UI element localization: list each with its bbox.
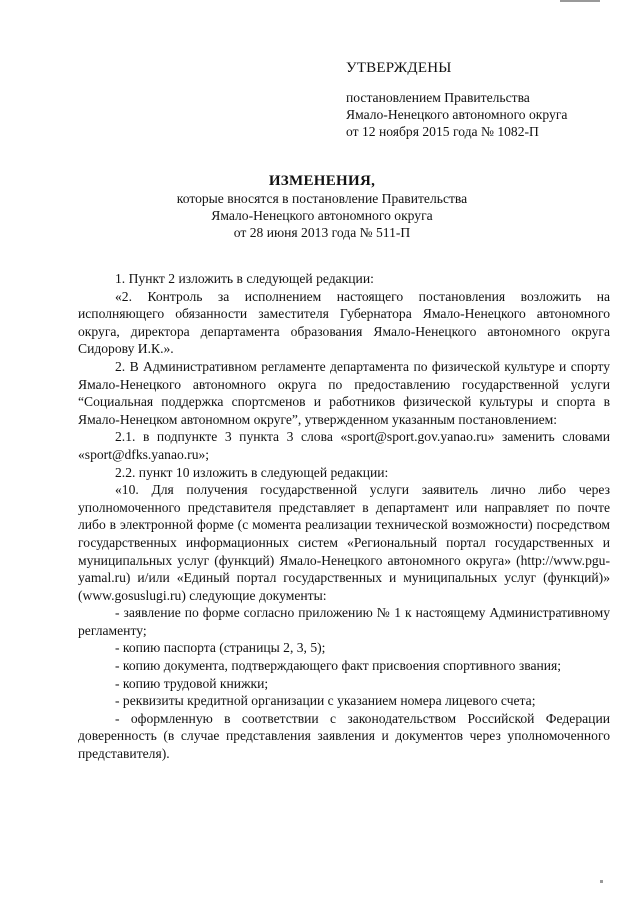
document-body: [78, 270, 610, 763]
document-title-block: [80, 172, 564, 241]
paragraph-quote-2: «2. Контроль за исполнением настоящего постановления возложить на исполняющего обязанности заместителя Губернатора Ямало-Ненецкого автономного округа, директора департамента образования Ямало-Ненецкого автономного округа Сидорову И.К.».: [78, 288, 610, 357]
document-title: ИЗМЕНЕНИЯ,: [268, 173, 376, 189]
document-subtitle-line: Ямало-Ненецкого автономного округа: [211, 208, 433, 223]
paragraph-quote-10: «10. Для получения государственной услуги заявитель лично либо через уполномоченного представителя представляет в департамент или направляет по почте либо в электронной форме (с момента реализации технической возможности) посредством государственных информационных систем «Региональный портал государственных и муниципальных услуг (функций) Ямало-Ненецкого автономного округа» (http://www.pgu-yamal.ru) и/или «Единый портал государственных и муниципальных услуг (функций)» (www.gosuslugi.ru) следующие документы:: [78, 482, 610, 603]
approval-block: [346, 60, 616, 140]
list-item: - оформленную в соответствии с законодательством Российской Федерации доверенность (в случае представления заявления и документов через уполномоченного представителя).: [78, 710, 610, 762]
approval-line: от 12 ноября 2015 года № 1082-П: [346, 124, 539, 139]
scan-artifact: [560, 0, 600, 2]
list-item: - копию трудовой книжки;: [115, 675, 269, 691]
approval-line: постановлением Правительства: [346, 90, 530, 105]
list-item: - копию паспорта (страницы 2, 3, 5);: [115, 640, 326, 656]
list-item: - реквизиты кредитной организации с указанием номера лицевого счета;: [115, 693, 536, 709]
scan-artifact: [600, 880, 603, 883]
paragraph-item-2-2: 2.2. пункт 10 изложить в следующей редакции:: [115, 464, 389, 480]
list-item: - заявление по форме согласно приложению № 1 к настоящему Административному регламенту;: [78, 605, 610, 638]
paragraph-item-2-1: 2.1. в подпункте 3 пункта 3 слова «sport@sport.gov.yanao.ru» заменить словами «sport@dfks.yanao.ru»;: [78, 429, 610, 462]
approval-line: Ямало-Ненецкого автономного округа: [346, 107, 568, 122]
paragraph-item-1: 1. Пункт 2 изложить в следующей редакции:: [115, 271, 374, 286]
approval-heading: УТВЕРЖДЕНЫ: [346, 60, 452, 76]
list-item: - копию документа, подтверждающего факт присвоения спортивного звания;: [115, 658, 562, 674]
document-subtitle-line: от 28 июня 2013 года № 511-П: [233, 225, 411, 240]
document-subtitle-line: которые вносятся в постановление Правительства: [176, 191, 468, 206]
paragraph-item-2: 2. В Административном регламенте департамента по физической культуре и спорту Ямало-Ненецкого автономного округа по предоставлению государственной услуги “Социальная поддержка спортсменов и работников физической культуры и спорта в Ямало-Ненецком автономном округе”, утвержденном указанным постановлением:: [78, 358, 610, 427]
